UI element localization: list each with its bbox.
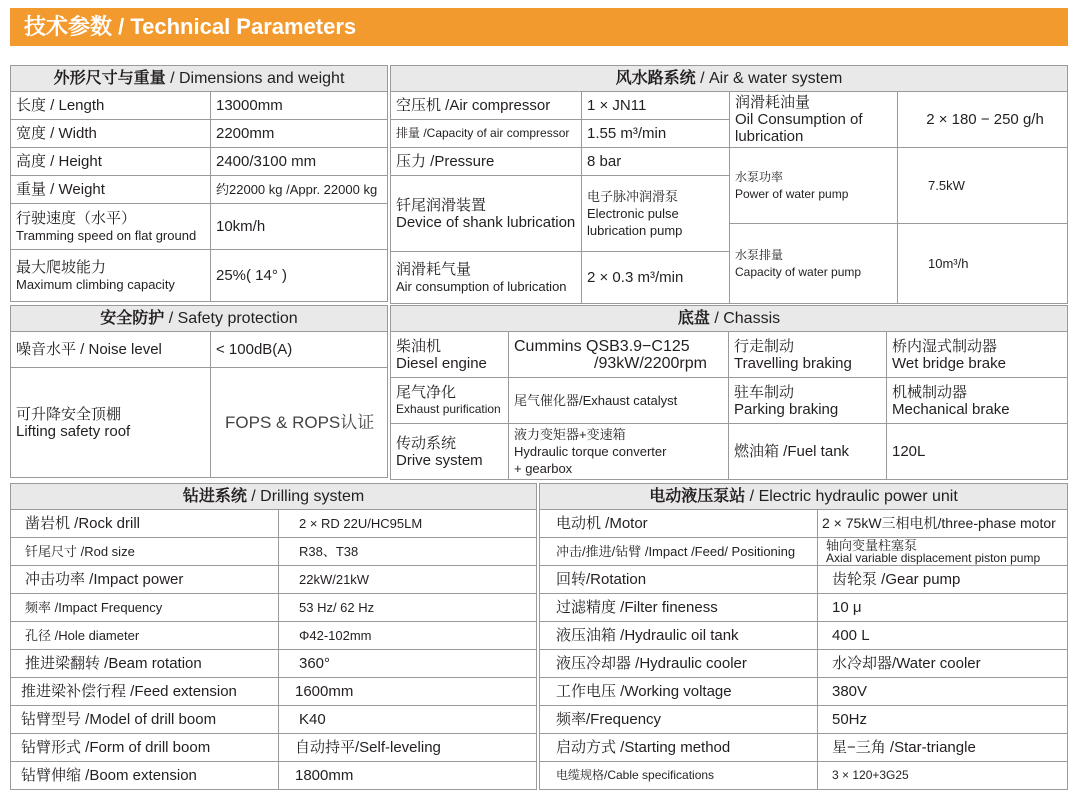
table-row: 可升降安全顶棚 Lifting safety roof FOPS & ROPS认证 — [11, 368, 388, 478]
table-row: 液压油箱 /Hydraulic oil tank 400 L — [540, 622, 1068, 650]
table-row: 电缆规格/Cable specifications 3 × 120+3G25 — [540, 762, 1068, 790]
table-row: 排量 /Capacity of air compressor 1.55 m³/min — [391, 120, 1068, 148]
table-row: 长度 / Length 13000mm — [11, 92, 388, 120]
table-row: 噪音水平 / Noise level < 100dB(A) — [11, 332, 388, 368]
safety-section — [10, 305, 388, 478]
drilling-header: 钻进系统 / Drilling system — [11, 484, 537, 510]
air-water-header: 风水路系统 / Air & water system — [391, 66, 1068, 92]
hydraulic-header: 电动液压泵站 / Electric hydraulic power unit — [540, 484, 1068, 510]
table-row: 钻臂形式 /Form of drill boom 自动持平/Self-leveling — [11, 734, 537, 762]
table-row: 工作电压 /Working voltage 380V — [540, 678, 1068, 706]
page-banner: 技术参数 / Technical Parameters — [10, 8, 1068, 46]
table-row: 钎尾尺寸 /Rod size R38、T38 — [11, 538, 537, 566]
air-water-section — [390, 65, 1068, 304]
hydraulic-section — [539, 483, 1068, 790]
drilling-section — [10, 483, 537, 790]
table-row: 液压冷却器 /Hydraulic cooler 水冷却器/Water cooler — [540, 650, 1068, 678]
table-row: 高度 / Height 2400/3100 mm — [11, 148, 388, 176]
table-row: 重量 / Weight 约22000 kg /Appr. 22000 kg — [11, 176, 388, 204]
table-row: 频率 /Impact Frequency 53 Hz/ 62 Hz — [11, 594, 537, 622]
table-row: 钻臂型号 /Model of drill boom K40 — [11, 706, 537, 734]
table-row: 电动机 /Motor 2 × 75kW三相电机/three-phase motor — [540, 510, 1068, 538]
table-row: 宽度 / Width 2200mm — [11, 120, 388, 148]
chassis-section — [390, 305, 1068, 480]
table-row: 钎尾润滑装置 Device of shank lubrication 电子脉冲润滑泵 Electronic pulse lubrication pump — [391, 176, 1068, 224]
table-row: 最大爬坡能力 Maximum climbing capacity 25%( 14° ) — [11, 250, 388, 302]
table-row: 推进梁补偿行程 /Feed extension 1600mm — [11, 678, 537, 706]
chassis-header: 底盘 / Chassis — [391, 306, 1068, 332]
table-row: 润滑耗气量 Air consumption of lubrication 2 × 0.3 m³/min — [391, 252, 1068, 304]
table-row: 柴油机 Diesel engine Cummins QSB3.9−C125 /93kW/2200rpm 行走制动 Travelling braking 桥内湿式制动器 Wet bridge brake — [391, 332, 1068, 378]
table-row: 压力 /Pressure 8 bar 水泵功率 Power of water pump 7.5kW — [391, 148, 1068, 176]
table-row: 冲击功率 /Impact power 22kW/21kW — [11, 566, 537, 594]
table-row: 推进梁翻转 /Beam rotation 360° — [11, 650, 537, 678]
dimensions-section — [10, 65, 388, 302]
table-row: 频率/Frequency 50Hz — [540, 706, 1068, 734]
table-row: 钻臂伸缩 /Boom extension 1800mm — [11, 762, 537, 790]
table-row: 启动方式 /Starting method 星−三角 /Star-triangle — [540, 734, 1068, 762]
table-row: 过滤精度 /Filter fineness 10 μ — [540, 594, 1068, 622]
safety-header: 安全防护 / Safety protection — [11, 306, 388, 332]
table-row: 孔径 /Hole diameter Φ42-102mm — [11, 622, 537, 650]
dimensions-header: 外形尺寸与重量 / Dimensions and weight — [11, 66, 388, 92]
table-row: 行驶速度（水平） Tramming speed on flat ground 10km/h — [11, 204, 388, 250]
table-row: 回转/Rotation 齿轮泵 /Gear pump — [540, 566, 1068, 594]
table-row: 尾气净化 Exhaust purification 尾气催化器/Exhaust catalyst 驻车制动 Parking braking 机械制动器 Mechanical brake — [391, 378, 1068, 424]
table-row: 水泵排量 Capacity of water pump 10m³/h — [391, 224, 1068, 252]
table-row: 凿岩机 /Rock drill 2 × RD 22U/HC95LM — [11, 510, 537, 538]
table-row: 冲击/推进/钻臂 /Impact /Feed/ Positioning 轴向变量柱塞泵 Axial variable displacement piston pump — [540, 538, 1068, 566]
table-row: 空压机 /Air compressor 1 × JN11 润滑耗油量 Oil Consumption of lubrication 2 × 180 − 250 g/h — [391, 92, 1068, 120]
table-row: 传动系统 Drive system 液力变矩器+变速箱 Hydraulic torque converter + gearbox 燃油箱 /Fuel tank 120L — [391, 424, 1068, 480]
